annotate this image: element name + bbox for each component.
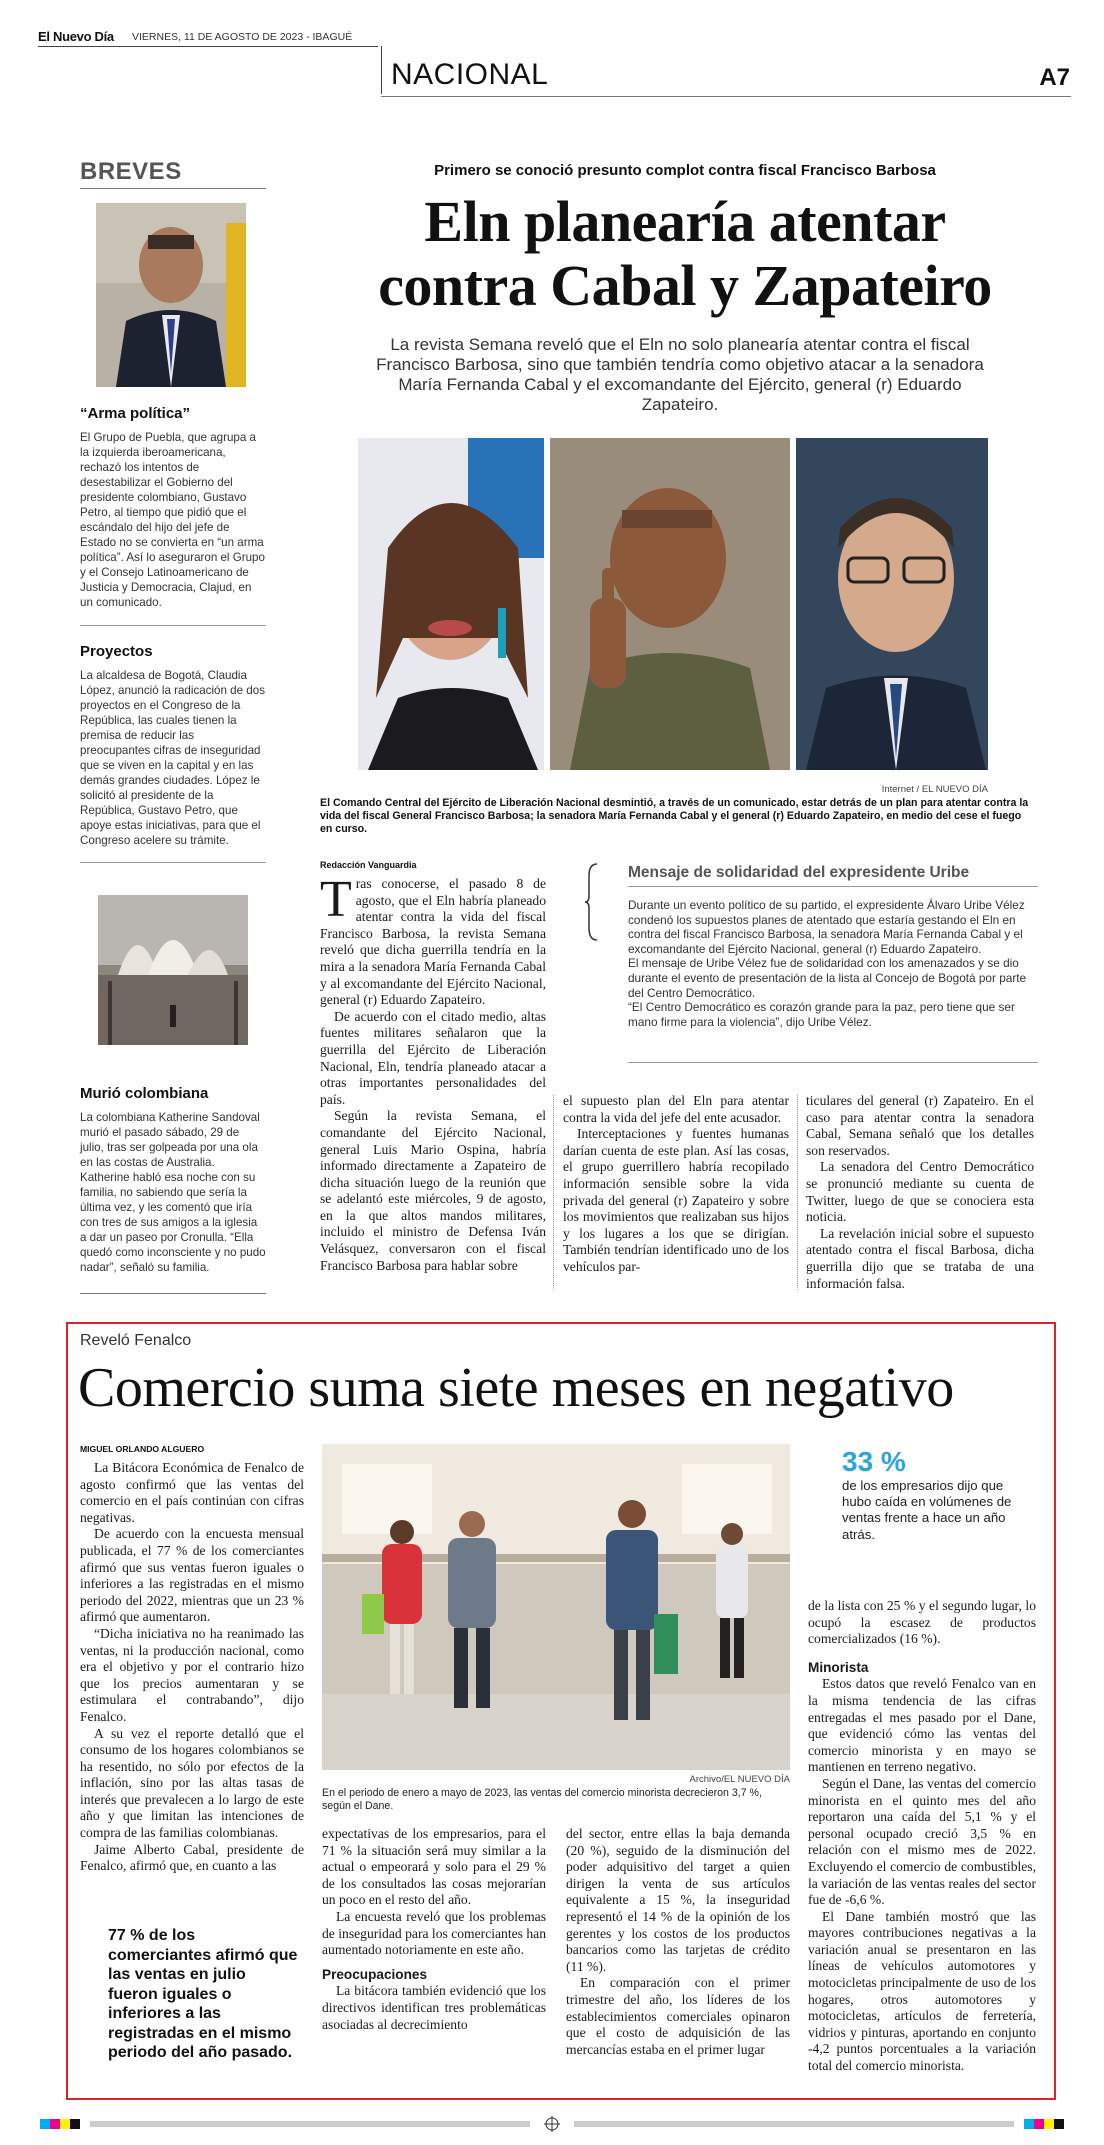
- sidebar-bottom-rule: [628, 1062, 1038, 1063]
- breve-divider: [80, 625, 266, 626]
- paragraph: Durante un evento político de su partido, el expresidente Álvaro Uribe Vélez condenó los supuestos planes de atentado que estaría gestando el Eln en contra del fiscal Francisco Barbosa, la senadora María Fernanda Cabal y el excomandante del Ejército Nacional, general (r) Eduardo Zapateiro.: [628, 898, 1025, 956]
- story2-photo-credit: Archivo/EL NUEVO DÍA: [689, 1774, 790, 1785]
- story2-headline: Comercio suma siete meses en negativo: [78, 1357, 954, 1419]
- portrait-illustration: [550, 438, 790, 770]
- story2-byline: MIGUEL ORLANDO ALGUERO: [80, 1444, 205, 1454]
- breves-bottom-rule: [80, 1293, 266, 1294]
- story2-col1: [80, 1460, 304, 1875]
- story1-byline: Redacción Vanguardia: [320, 860, 417, 870]
- sidebar-brace: [585, 862, 599, 942]
- paragraph: De acuerdo con el citado medio, altas fuentes militares señalaron que la guerrilla del Ejército de Liberación Nacional, Eln, tendría planeado atacar a otras importantes personalidades del país.: [320, 1008, 546, 1107]
- breve-text: La colombiana Katherine Sandoval murió el pasado sábado, 29 de julio, tras ser golpeada por una ola en las costas de Australia. Katherine habló esa noche con su familia, no sabiendo que sería la última vez, y les comentó que iría con tres de sus amigos a la iglesia a dar un paseo por Cronulla. “Ella quedó como inconsciente y no pudo nadar”, señaló su familia.: [80, 1111, 266, 1274]
- story1-headline: [290, 190, 1080, 318]
- page-number: A7: [1039, 64, 1070, 91]
- breve-divider: [80, 862, 266, 863]
- story2-kicker: Reveló Fenalco: [80, 1332, 192, 1349]
- stat-value: 33 %: [842, 1446, 906, 1477]
- story1-col3: [806, 1093, 1034, 1292]
- story1-col1: [320, 871, 546, 1274]
- paragraph: Jaime Alberto Cabal, presidente de Fenalco, afirmó que, en cuanto a las: [80, 1841, 304, 1874]
- paragraph: A su vez el reporte detalló que el consumo de los hogares colombianos se ha resentido, no sólo por efectos de la inflación, sino por las altas tasas de interés que prevalecen a lo largo de este año y que limitan las intenciones de compra de las familias colombianas.: [80, 1725, 304, 1841]
- story1-kicker: Primero se conoció presunto complot contra fiscal Francisco Barbosa: [434, 162, 936, 179]
- story2-col4: [808, 1598, 1036, 2075]
- paragraph: La revelación inicial sobre el supuesto atentado contra el fiscal Barbosa, dicha guerrilla dijo que se trataba de una información falsa.: [806, 1225, 1034, 1291]
- paragraph: de la lista con 25 % y el segundo lugar, lo ocupó la escasez de productos comercializados (16 %).: [808, 1598, 1036, 1647]
- dateline: VIERNES, 11 DE AGOSTO DE 2023 - IBAGUÉ: [132, 31, 353, 43]
- breve-text: El Grupo de Puebla, que agrupa a la izquierda iberoamericana, rechazó los intentos de desestabilizar el Gobierno del presidente colombiano, Gustavo Petro, al tiempo que pidió que el escándalo del hijo del jefe de Estado no se convierta en “un arma política”. Así lo aseguraron el Grupo y el Consejo Latinoamericano de Justicia y Democracia, Clajud, en un comunicado.: [80, 431, 265, 609]
- sidebar-rule: [628, 886, 1038, 887]
- paragraph: Interceptaciones y fuentes humanas darían cuenta de este plan. Así las cosas, el grupo guerrillero habría recopilado información sensible sobre la vida privada del general (r) Zapateiro y sobre los movimientos que realizaban sus hijos y los lugares a los que se dirigían. También tendrían identificado uno de los vehículos par-: [563, 1126, 789, 1274]
- story1-photo-cabal: [358, 438, 544, 770]
- header-rule: [38, 46, 378, 47]
- breve-title: Murió colombiana: [80, 1085, 209, 1102]
- registration-bar: [0, 2116, 1104, 2132]
- story2-photo-mall: [322, 1444, 790, 1770]
- story1-caption: El Comando Central del Ejército de Liberación Nacional desmintió, a través de un comunicado, estar detrás de un plan para atentar contra la vida del fiscal General Francisco Barbosa; la senadora María Fernanda Cabal y el general (r) Eduardo Zapateiro, en medio del cese el fuego en curso.: [320, 797, 1029, 835]
- story1-deck: La revista Semana reveló que el Eln no solo planearía atentar contra el fiscal Francisco Barbosa, sino que también tendría como objetivo atacar a la senadora María Fernanda Cabal y el excomandante del Ejército, general (r) Eduardo Zapateiro.: [376, 335, 984, 414]
- story1-photo-zapateiro: [550, 438, 790, 770]
- paragraph: En comparación con el primer trimestre del año, los líderes de los establecimientos comerciales opinaron que el costo de adquisición de las mercancías estaba en el primer lugar: [566, 1975, 790, 2057]
- paragraph: del sector, entre ellas la baja demanda (20 %), seguido de la disminución del poder adquisitivo del target a quien dirigen la venta de sus artículos equivalente a 15 %, la inseguridad representó el 14 % de la opinión de los gerentes y los costos de los productos bancarios como las tarjetas de crédito (11 %).: [566, 1826, 790, 1974]
- story2-col2: [322, 1826, 546, 2033]
- paragraph: “Dicha iniciativa no ha reanimado las ventas, ni la producción nacional, como era el objetivo y por el contrario hizo que los precios aumentaran y se estimulara el contrabando”, dijo Fenalco.: [80, 1625, 304, 1724]
- opera-house-illustration: [98, 895, 248, 1045]
- portrait-illustration: [796, 438, 988, 770]
- story1-photo-credit: Internet / EL NUEVO DÍA: [881, 784, 988, 795]
- sidebar-title: Mensaje de solidaridad del expresidente Uribe: [628, 864, 970, 881]
- paragraph: “El Centro Democrático es corazón grande para la paz, pero tiene que ser mano firme para la violencia”, dijo Uribe Vélez.: [628, 1000, 1015, 1029]
- subhead: Minorista: [808, 1659, 869, 1675]
- paragraph: Según el Dane, las ventas del comercio minorista en el quinto mes del año reportaron una caída del 5,1 % y el personal ocupado creció 3,5 % en relación con el mismo mes de 2022. Excluyendo el comercio de combustibles, la variación de las ventas reales del sector fue de -6,6 %.: [808, 1775, 1036, 1908]
- paragraph: expectativas de los empresarios, para el 71 % la situación será muy similar a la actual o empeorará y solo para el 29 % de los consultados las cosas mejorarían un poco en el resto del año.: [322, 1826, 546, 1908]
- breve-text: La alcaldesa de Bogotá, Claudia López, anunció la radicación de dos proyectos en el Congreso de la República, las cuales tienen la premisa de reducir las preocupantes cifras de inseguridad que se viven en la capital y en las demás grandes ciudades. López le solicitó al presidente de la República, Gustavo Petro, que apoye estas iniciativas, para que el Congreso acelere su trámite.: [80, 669, 265, 847]
- breves-photo-sydney: [98, 895, 248, 1045]
- masthead-logo[interactable]: [38, 29, 114, 44]
- breve-title: Proyectos: [80, 643, 153, 660]
- breve-title: “Arma política”: [80, 405, 191, 422]
- paragraph: La bitácora también evidenció que los directivos identifican tres problemáticas asociadas al decrecimiento: [322, 1983, 546, 2032]
- paragraph: El Dane también mostró que las mayores contribuciones negativas a la variación anual se presentaron en las líneas de vehículos automotores y motocicletas principalmente de uso de los hogares, otros automotores y motocicletas, artículos de ferretería, vidrios y pinturas, aportando en conjunto -4,2 puntos porcentuales a la variación total del comercio minorista.: [808, 1908, 1036, 2074]
- paragraph: De acuerdo con la encuesta mensual publicada, el 77 % de los comerciantes afirmó que sus ventas fueron iguales o inferiores a las registradas en el mismo periodo del 2022, mientras que un 23 % afirmó que aumentaron.: [80, 1526, 304, 1625]
- logo-text: El Nuevo Día: [38, 29, 114, 44]
- column-rule: [797, 1095, 798, 1290]
- paragraph: Según la revista Semana, el comandante del Ejército Nacional, general Luis Mario Ospina, habría informado directamente a Zapateiro de dicha situación luego de la reunión que se adelantó este miércoles, 9 de agosto, en la que altos mandos militares, incluido el ministro de Defensa Iván Velásquez, conversaron con el fiscal Francisco Barbosa para hablar sobre: [320, 1108, 546, 1273]
- sidebar-body: [628, 898, 1028, 1029]
- story1-col2: [563, 1093, 789, 1276]
- paragraph: La senadora del Centro Democrático se pronunció mediante su cuenta de Twitter, luego de que se conociera esta noticia.: [806, 1159, 1034, 1225]
- paragraph: el supuesto plan del Eln para atentar contra la vida del jefe del ente acusador.: [563, 1093, 789, 1125]
- dropcap: T: [320, 871, 352, 928]
- headline-line: contra Cabal y Zapateiro: [378, 253, 992, 318]
- paragraph: ticulares del general (r) Zapateiro. En el caso para atentar contra la senadora Cabal, Semana señaló que los detalles son reservados.: [806, 1093, 1034, 1158]
- paragraph: El mensaje de Uribe Vélez fue de solidaridad con los amenazados y se dio durante el evento de presentación de la lista al Concejo de Bogotá por parte del Centro Democrático.: [628, 956, 1027, 1000]
- section-title: NACIONAL: [391, 58, 549, 91]
- story1-photo-barbosa: [796, 438, 988, 770]
- paragraph: ras conocerse, el pasado 8 de agosto, que el Eln habría planeado atentar contra la vida del fiscal Francisco Barbosa, la revista Semana reveló que dicha guerrilla tendría en la mira a la senadora María Fernanda Cabal y al excomandante del Ejército Nacional, general (r) Eduardo Zapateiro.: [320, 876, 546, 1008]
- header-vertical-rule: [381, 46, 382, 94]
- paragraph: Estos datos que reveló Fenalco van en la misma tendencia de las cifras entregadas el mes pasado por el Dane, que evidenció cómo las ventas del comercio minorista y en mayo se mantienen en terreno negativo.: [808, 1676, 1036, 1775]
- story2-pull-quote: 77 % de los comerciantes afirmó que las ventas en julio fueron iguales o inferiores a las registradas en el mismo periodo del año pasado.: [108, 1927, 298, 2061]
- subhead: Preocupaciones: [322, 1966, 428, 1982]
- header-bottom-rule: [381, 96, 1071, 97]
- story2-caption: En el periodo de enero a mayo de 2023, las ventas del comercio minorista decrecieron 3,7 %, según el Dane.: [322, 1787, 762, 1812]
- breves-rule: [80, 188, 266, 189]
- portrait-illustration: [96, 203, 246, 387]
- breves-title: BREVES: [80, 158, 182, 185]
- headline-line: Eln planearía atentar: [424, 189, 946, 254]
- stat-text: de los empresarios dijo que hubo caída en volúmenes de ventas frente a hace un año atrás.: [842, 1478, 1012, 1542]
- column-rule: [553, 1095, 554, 1290]
- paragraph: La Bitácora Económica de Fenalco de agosto confirmó que las ventas del comercio en el país continúan con cifras negativas.: [80, 1460, 304, 1525]
- paragraph: La encuesta reveló que los problemas de inseguridad para los comerciantes han aumentado notoriamente en este año.: [322, 1908, 546, 1958]
- portrait-illustration: [358, 438, 544, 770]
- story2-col3: [566, 1826, 790, 2058]
- breves-photo-petro: [96, 203, 246, 387]
- mall-shoppers-illustration: [322, 1444, 790, 1770]
